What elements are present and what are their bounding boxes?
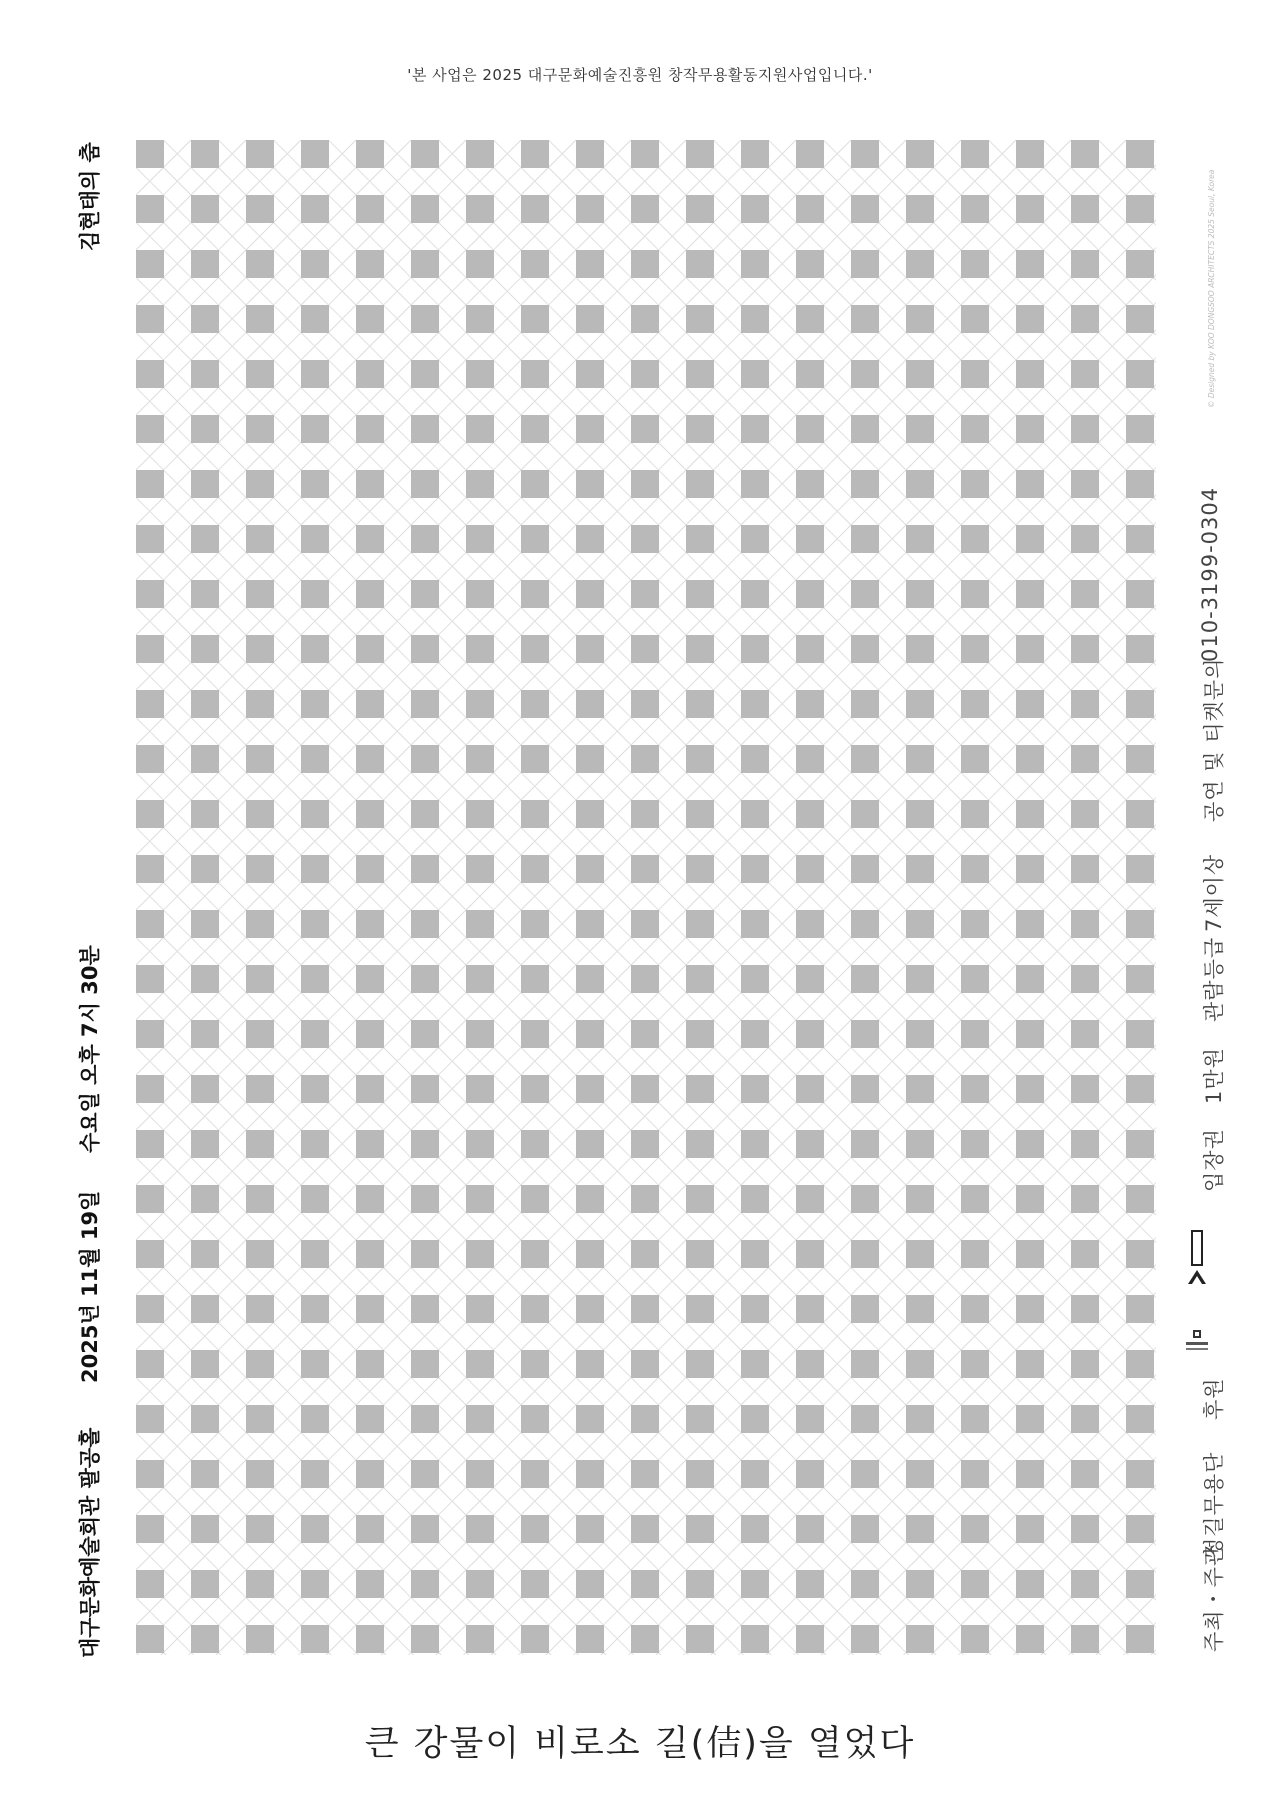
inquiry-phone: 010-3199-0304 [1198,486,1222,662]
inquiry-label: 공연 및 티켓문의 [1202,657,1226,822]
sponsor-logo-culture-foundation [1182,1328,1212,1362]
sponsor-label: 후원 [1202,1377,1226,1420]
support-note: '본 사업은 2025 대구문화예술진흥원 창작무용활동지원사업입니다.' [407,66,873,84]
date-text: 2025년 11월 19일 [78,1190,102,1383]
host-label: 주최・주관 [1202,1544,1226,1652]
culture-foundation-logo-icon [1182,1328,1212,1362]
design-credit: © Designed by KOO DONGSOO ARCHITECTS 2025 Seoul, Korea [1207,169,1216,408]
square-lattice-pattern [136,140,1156,1655]
sponsor-logo-daegu-city [1182,1226,1212,1286]
time-text: 수요일 오후 7시 30분 [78,945,102,1153]
rating-label: 관람등급 [1202,936,1226,1022]
daegu-city-logo-icon [1182,1226,1212,1286]
host-name: 정길무용단 [1202,1451,1226,1558]
rating-value: 7세이상 [1202,853,1226,932]
venue-text: 대구문화예술회관 팔공홀 [78,1427,102,1658]
ticket-label: 입장권 [1202,1128,1226,1192]
artist-text: 김현태의 춤 [78,142,102,251]
ticket-price: 1만원 [1202,1047,1226,1104]
performance-title: 큰 강물이 비로소 길(佶)을 열었다 [364,1724,916,1764]
